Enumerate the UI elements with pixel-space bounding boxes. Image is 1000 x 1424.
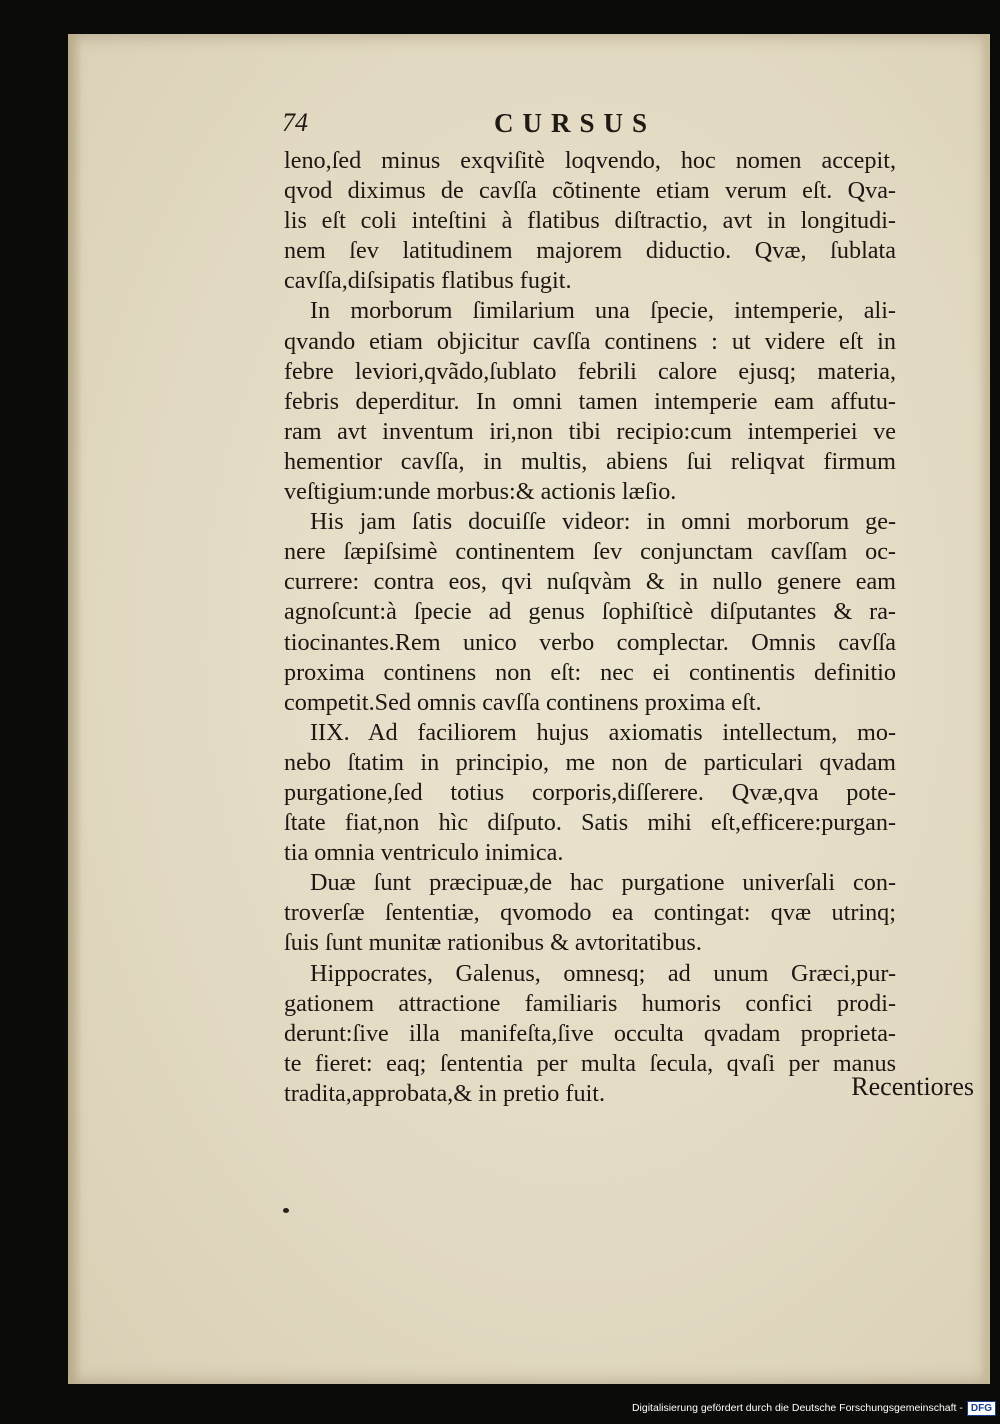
text-line: febre leviori,qvãdo,ſublato febrili calore ejusq; materia, [284,357,896,385]
catchword: Recentiores [851,1072,974,1101]
text-line: nem ſev latitudinem majorem diductio. Qvæ, ſublata [284,237,896,265]
text-line: His jam ſatis docuiſſe videor: in omni morborum ge- [310,508,896,536]
body-text [284,146,896,1109]
text-line: qvando etiam objicitur cavſſa continens : ut videre eſt in [284,327,896,355]
text-line: currere: contra eos, qvi nuſqvàm & in nullo genere eam [284,568,896,596]
running-title: CURSUS [494,108,657,138]
text-line: tiocinantes.Rem unico verbo complectar. Omnis cavſſa [284,628,896,656]
credit-text: Digitalisierung gefördert durch die Deutsche Forschungsgemeinschaft - [631,1402,963,1414]
text-line: Duæ ſunt præcipuæ,de hac purgatione univerſali con- [310,869,896,897]
text-line: Hippocrates, Galenus, omnesq; ad unum Græci,pur- [310,959,896,987]
text-line: agnoſcunt:à ſpecie ad genus ſophiſticè diſputantes & ra- [284,598,896,626]
text-line: ram avt inventum iri,non tibi recipio:cum intemperiei ve [284,417,896,445]
text-line: nebo ſtatim in principio, me non de particulari qvadam [284,748,896,776]
dfg-logo: DFG [967,1401,996,1416]
text-line: In morborum ſimilarium una ſpecie, intemperie, ali- [310,297,896,325]
text-line: leno,ſed minus exqviſitè loqvendo, hoc nomen accepit, [284,147,896,174]
text-line: cavſſa,diſsipatis flatibus fugit. [284,267,572,295]
text-line: tia omnia ventriculo inimica. [284,839,564,867]
page-number: 74 [282,108,308,137]
text-line: tradita,approbata,& in pretio fuit. [284,1079,606,1107]
text-line: veſtigium:unde morbus:& actionis læſio. [284,478,677,506]
text-line: nere ſæpiſsimè continentem ſev conjunctam cavſſam oc- [284,538,896,566]
text-line: gationem attractione familiaris humoris confici prodi- [284,989,896,1017]
text-line: ſuis ſunt munitæ rationibus & avtoritatibus. [284,929,702,957]
page-edge-shadow-left [68,34,82,1384]
text-line: derunt:ſive illa manifeſta,ſive occulta qvadam proprieta- [284,1019,896,1047]
text-line: proxima continens non eſt: nec ei continentis definitio [284,658,896,686]
text-line: te fieret: eaq; ſententia per multa ſecula, qvaſi per manus [284,1049,896,1077]
text-line: febris deperditur. In omni tamen intemperie eam affutu- [284,387,896,415]
text-line: IIX. Ad faciliorem hujus axiomatis intellectum, mo- [310,718,896,746]
text-line: competit.Sed omnis cavſſa continens proxima eſt. [284,688,762,716]
page-edge-shadow-right [980,34,990,1384]
text-line: purgatione,ſed totius corporis,diſſerere. Qvæ,qva pote- [284,778,896,806]
text-line: troverſæ ſententiæ, qvomodo ea contingat: qvæ utrinq; [284,899,896,927]
text-line: lis eſt coli inteſtini à flatibus diſtractio, avt in longitudi- [284,207,896,235]
running-head [282,108,702,148]
text-line: ſtate fiat,non hìc diſputo. Satis mihi eſt,efficere:purgan- [284,809,896,837]
text-line: qvod diximus de cavſſa cõtinente etiam verum eſt. Qva- [284,177,896,205]
text-line: hementior cavſſa, in multis, abiens ſui reliqvat firmum [284,447,896,475]
digitization-credit [632,1398,996,1418]
ink-speck [283,1208,289,1213]
